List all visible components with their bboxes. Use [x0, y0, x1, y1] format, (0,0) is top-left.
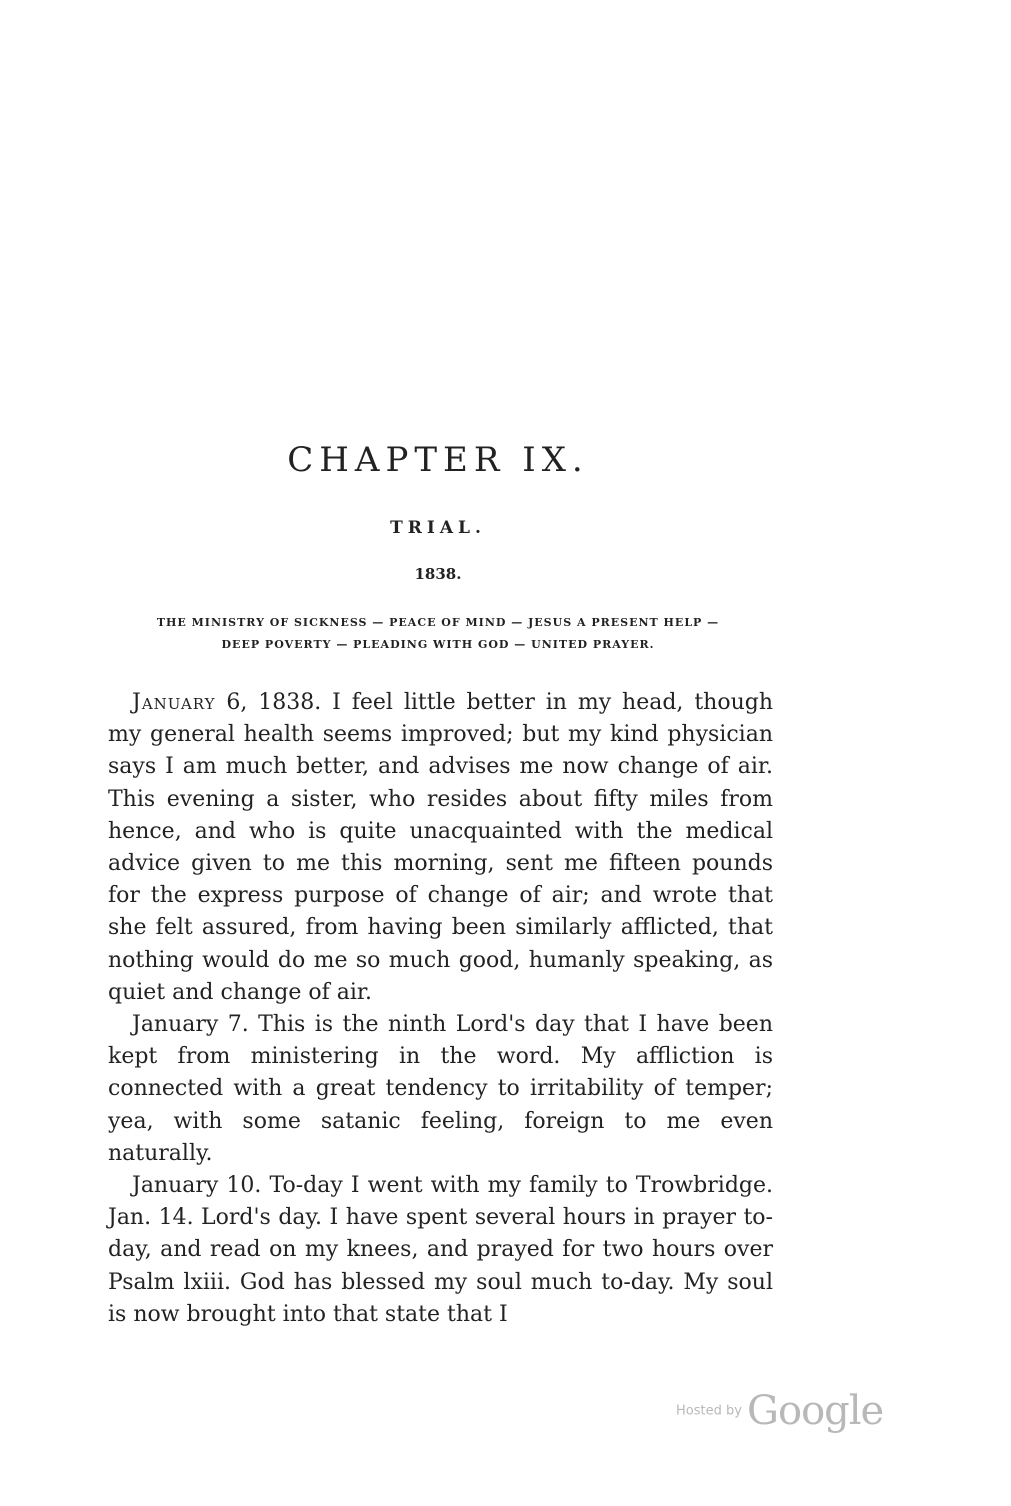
- watermark-prefix: Hosted by: [676, 1403, 742, 1419]
- hosted-by-google-watermark: [676, 1388, 883, 1434]
- watermark-brand: Google: [747, 1388, 884, 1434]
- paragraph: January 7. This is the ninth Lord's day that I have been kept from ministering in the word. My affliction is connected with a great tendency to irritability of temper; yea, with some satanic feeling, foreign to me even naturally.: [108, 1012, 773, 1166]
- paragraph-lead-word: January: [132, 690, 216, 715]
- body-text: [108, 687, 773, 1331]
- summary-line: DEEP POVERTY — PLEADING WITH GOD — UNITED PRAYER.: [221, 638, 655, 651]
- paragraph: [108, 687, 773, 1009]
- chapter-title: CHAPTER IX.: [287, 440, 589, 480]
- summary-line: THE MINISTRY OF SICKNESS — PEACE OF MIND — JESUS A PRESENT HELP —: [156, 616, 720, 629]
- chapter-summary: [98, 612, 778, 656]
- chapter-subtitle: TRIAL.: [390, 518, 486, 538]
- chapter-year: 1838.: [414, 565, 462, 583]
- paragraph: January 10. To-day I went with my family to Trowbridge. Jan. 14. Lord's day. I have spent several hours in prayer to-day, and read on my knees, and prayed for two hours over Psalm lxiii. God has blessed my soul much to-day. My soul is now brought into that state that I: [108, 1173, 773, 1327]
- paragraph-text: 6, 1838. I feel little better in my head, though my general health seems improved; but my kind physician says I am much better, and advises me now change of air. This evening a sister, who resides about fifty miles from hence, and who is quite unacquainted with the medical advice given to me this morning, sent me fifteen pounds for the express purpose of change of air; and wrote that she felt assured, from having been similarly afflicted, that nothing would do me so much good, humanly speaking, as quiet and change of air.: [108, 690, 773, 1005]
